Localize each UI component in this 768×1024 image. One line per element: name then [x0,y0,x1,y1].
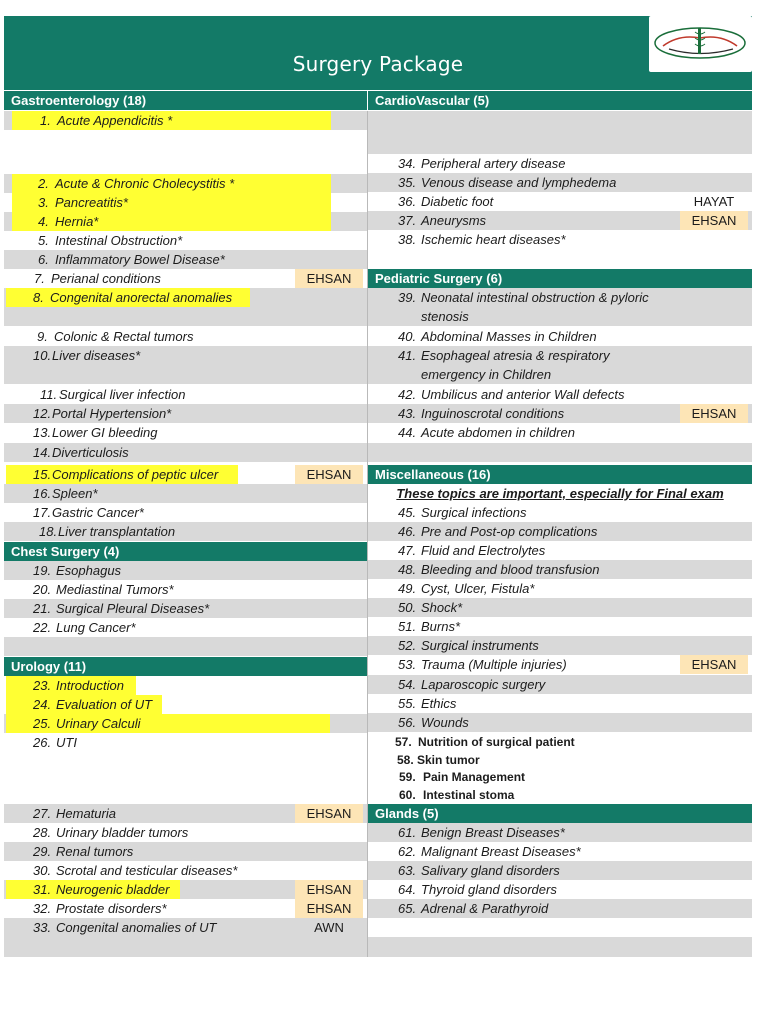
topic-title: Intestinal stoma [423,788,515,802]
topic-number: 19. [33,563,52,578]
topic-item [368,192,752,211]
topic-item [368,154,752,173]
topic-item [4,231,367,250]
topic-title: Shock* [421,600,463,615]
topic-item [4,212,367,231]
topic-item [368,211,752,230]
topic-number: 61. [398,825,417,840]
topic-title: Thyroid gland disorders [421,882,557,897]
topic-title: Laparoscopic surgery [421,677,546,692]
topic-number: 64. [398,882,417,897]
topic-item [368,713,752,732]
topic-title-continued: emergency in Children [421,367,552,382]
section-title: Chest Surgery (4) [11,544,120,559]
topic-title: Venous disease and lymphedema [421,175,617,190]
topic-number: 5. [38,233,49,248]
blank-row [368,918,752,937]
presenter-tag: EHSAN [295,880,363,899]
topic-number: 27. [33,806,52,821]
misc-note: These topics are important, especially for Final exam [396,486,724,501]
topic-number: 44. [398,425,417,440]
topic-title: Diverticulosis [52,445,129,460]
topic-title: Hematuria [56,806,116,821]
topic-title: Surgical infections [421,505,527,520]
topic-title: Acute & Chronic Cholecystitis * [55,176,235,191]
topic-title-continued: stenosis [421,309,469,324]
topic-number: 20. [33,582,52,597]
topic-number: 38. [398,232,417,247]
topic-item [368,288,752,326]
blank-row [368,111,752,154]
topic-item [4,484,367,503]
topic-title: Acute Appendicitis * [57,113,173,128]
topic-number: 4. [38,214,49,229]
presenter-tag: AWN [314,920,344,935]
section-title: Glands (5) [375,806,439,821]
topic-item [368,899,752,918]
topic-item [368,346,752,384]
topic-number: 55. [398,696,417,711]
topic-title: Neonatal intestinal obstruction & pyloric [421,290,649,305]
topic-item [368,579,752,598]
topic-number: 1. [40,113,51,128]
topic-item [368,636,752,655]
topic-title: Spleen* [52,486,98,501]
topic-item [368,598,752,617]
topic-title: UTI [56,735,77,750]
topic-title: Esophagus [56,563,122,578]
topic-number: 12. [33,406,52,421]
topic-item [4,842,367,861]
topic-item [368,385,752,404]
topic-item [4,899,367,918]
topic-title: Burns* [421,619,461,634]
topic-title: Gastric Cancer* [52,505,144,520]
topic-item [4,580,367,599]
topic-title: Pancreatitis* [55,195,128,210]
topic-item [4,918,367,937]
blank-row [4,637,367,656]
presenter-tag: EHSAN [295,804,363,823]
topic-number: 60. [399,788,416,802]
topic-item [368,230,752,249]
topic-title: Nutrition of surgical patient [418,735,575,749]
topic-title: Scrotal and testicular diseases* [56,863,238,878]
topic-title: Hernia* [55,214,99,229]
topic-title: Liver diseases* [52,348,141,363]
topic-number: 65. [398,901,417,916]
section-header-misc [368,465,752,484]
topic-title: Liver transplantation [58,524,176,539]
topic-number: 33. [33,920,52,935]
topic-title: Peripheral artery disease [421,156,566,171]
topic-number: 37. [398,213,417,228]
topic-number: 45. [398,505,417,520]
topic-number: 58. [397,753,414,767]
topic-item [4,465,367,484]
topic-title: Cyst, Ulcer, Fistula* [421,581,535,596]
topic-number: 47. [398,543,417,558]
topic-item [368,694,752,713]
topic-title: Fluid and Electrolytes [421,543,546,558]
topic-item [4,423,367,442]
topic-item [368,327,752,346]
topic-title: Neurogenic bladder [56,882,170,897]
topic-title: Portal Hypertension* [52,406,172,421]
topic-title: Pain Management [423,770,526,784]
topic-item [368,404,752,423]
topic-item [4,250,367,269]
topic-item [368,675,752,694]
topic-title: Trauma (Multiple injuries) [421,657,567,672]
section-header-chest [4,542,367,561]
topic-number: 40. [398,329,417,344]
section-title: Pediatric Surgery (6) [375,271,503,286]
topic-item [4,676,367,695]
topic-item [368,768,752,787]
topic-number: 28. [33,825,52,840]
topic-title: Perianal conditions [51,271,161,286]
topic-number: 50. [398,600,417,615]
topic-item [368,861,752,880]
topic-title: Aneurysms [421,213,487,228]
title-banner [4,16,752,90]
section-header-pediatric [368,269,752,288]
topic-number: 24. [33,697,52,712]
topic-item [4,823,367,842]
topic-title: Skin tumor [417,753,480,767]
topic-title: Acute abdomen in children [421,425,575,440]
topic-item [4,404,367,423]
topic-title: Mediastinal Tumors* [56,582,174,597]
topic-number: 16. [33,486,52,501]
topic-number: 39. [398,290,417,305]
topic-title: Inflammatory Bowel Disease* [55,252,225,267]
section-title: Urology (11) [11,659,87,674]
committee-logo [649,16,752,72]
topic-number: 51. [398,619,417,634]
topic-item [368,423,752,442]
topic-title: Wounds [421,715,469,730]
topic-number: 17. [33,505,52,520]
topic-item [368,786,752,805]
topic-title: Ethics [421,696,457,711]
topic-title: Surgical liver infection [59,387,186,402]
topic-item [4,714,367,733]
topic-item [368,541,752,560]
topic-item [4,269,367,288]
logo-emblem-icon [649,16,752,72]
topic-title: Salivary gland disorders [421,863,560,878]
topic-number: 31. [33,882,52,897]
topic-title: Intestinal Obstruction* [55,233,183,248]
topic-number: 7. [34,271,45,286]
topic-item [4,880,367,899]
topic-number: 34. [398,156,417,171]
topic-item [4,695,367,714]
blank-row [4,752,367,804]
topic-title: Urinary bladder tumors [56,825,189,840]
topic-number: 3. [38,195,49,210]
topic-number: 62. [398,844,417,859]
page-title: Surgery Package [292,52,464,76]
topic-title: Congenital anomalies of UT [56,920,217,935]
topic-number: 15. [33,467,52,482]
topic-number: 63. [398,863,417,878]
presenter-tag: EHSAN [295,465,363,484]
topic-number: 26. [33,735,52,750]
topic-title: Complications of peptic ulcer [52,467,219,482]
topic-item [4,193,367,212]
topic-title: Lung Cancer* [56,620,136,635]
topic-title: Esophageal atresia & respiratory [421,348,610,363]
topic-number: 41. [398,348,417,363]
topic-item [4,599,367,618]
topic-item [368,655,752,674]
presenter-tag: EHSAN [680,404,748,423]
topic-item [368,503,752,522]
topic-number: 2. [38,176,49,191]
presenter-tag: HAYAT [693,194,735,209]
topic-item [4,111,367,130]
topic-number: 32. [33,901,52,916]
topic-title: Umbilicus and anterior Wall defects [421,387,625,402]
topic-item [368,842,752,861]
topic-title: Adrenal & Parathyroid [421,901,549,916]
topic-title: Renal tumors [56,844,134,859]
topic-number: 10. [33,348,52,363]
topic-item [4,804,367,823]
topic-title: Introduction [56,678,124,693]
topic-number: 53. [398,657,417,672]
topic-item [368,880,752,899]
section-header-gastro [4,91,367,110]
topic-number: 25. [33,716,52,731]
section-title: CardioVascular (5) [375,93,490,108]
topic-item [4,385,367,404]
topic-number: 23. [33,678,52,693]
topic-title: Surgical instruments [421,638,539,653]
topic-item [368,733,752,752]
topic-title: Prostate disorders* [56,901,167,916]
topic-item [368,823,752,842]
presenter-tag: EHSAN [295,269,363,288]
topic-title: Ischemic heart diseases* [421,232,566,247]
section-title: Miscellaneous (16) [375,467,491,482]
topic-number: 22. [33,620,52,635]
section-header-glands [368,804,752,823]
topic-title: Diabetic foot [421,194,494,209]
topic-item [4,503,367,522]
blank-row [4,937,367,957]
topic-number: 36. [398,194,417,209]
topic-number: 21. [33,601,52,616]
topic-item [4,561,367,580]
topic-number: 35. [398,175,417,190]
topic-item [368,173,752,192]
topic-item [368,522,752,541]
topic-number: 29. [33,844,52,859]
topic-number: 13. [33,425,52,440]
topic-title: Bleeding and blood transfusion [421,562,600,577]
blank-row [368,937,752,957]
topic-number: 57. [395,735,412,749]
section-header-urology [4,657,367,676]
topic-number: 54. [398,677,417,692]
topic-title: Abdominal Masses in Children [421,329,597,344]
topic-number: 30. [33,863,52,878]
topic-number: 56. [398,715,417,730]
topic-number: 49. [398,581,417,596]
topic-number: 11. [40,387,58,402]
topic-number: 14. [33,445,52,460]
topic-number: 46. [398,524,417,539]
topic-item [4,522,367,541]
topic-title: Urinary Calculi [56,716,141,731]
topic-title: Pre and Post-op complications [421,524,598,539]
topic-title: Surgical Pleural Diseases* [56,601,210,616]
topic-number: 42. [398,387,417,402]
topic-item [4,327,367,346]
section-header-cardio [368,91,752,110]
topic-item [4,174,367,193]
topic-number: 43. [398,406,417,421]
blank-row [368,443,752,462]
topic-number: 48. [398,562,417,577]
topic-title: Evaluation of UT [56,697,153,712]
topic-item [368,560,752,579]
topic-title: Lower GI bleeding [52,425,158,440]
topic-item [4,618,367,637]
presenter-tag: EHSAN [680,211,748,230]
presenter-tag: EHSAN [295,899,363,918]
topic-title: Benign Breast Diseases* [421,825,565,840]
topic-number: 18. [39,524,58,539]
topic-item [4,346,367,384]
topic-title: Malignant Breast Diseases* [421,844,581,859]
topic-item [4,288,367,326]
topic-title: Inguinoscrotal conditions [421,406,565,421]
topic-item [4,733,367,752]
topic-item [368,617,752,636]
highlight-mark [6,714,330,733]
topic-item [4,443,367,462]
topic-item [4,861,367,880]
topic-number: 59. [399,770,416,784]
topic-number: 8. [33,290,44,305]
section-title: Gastroenterology (18) [11,93,147,108]
topic-number: 52. [398,638,417,653]
topic-number: 9. [37,329,48,344]
topic-title: Congenital anorectal anomalies [50,290,233,305]
topic-number: 6. [38,252,49,267]
topic-title: Colonic & Rectal tumors [54,329,194,344]
presenter-tag: EHSAN [680,655,748,674]
